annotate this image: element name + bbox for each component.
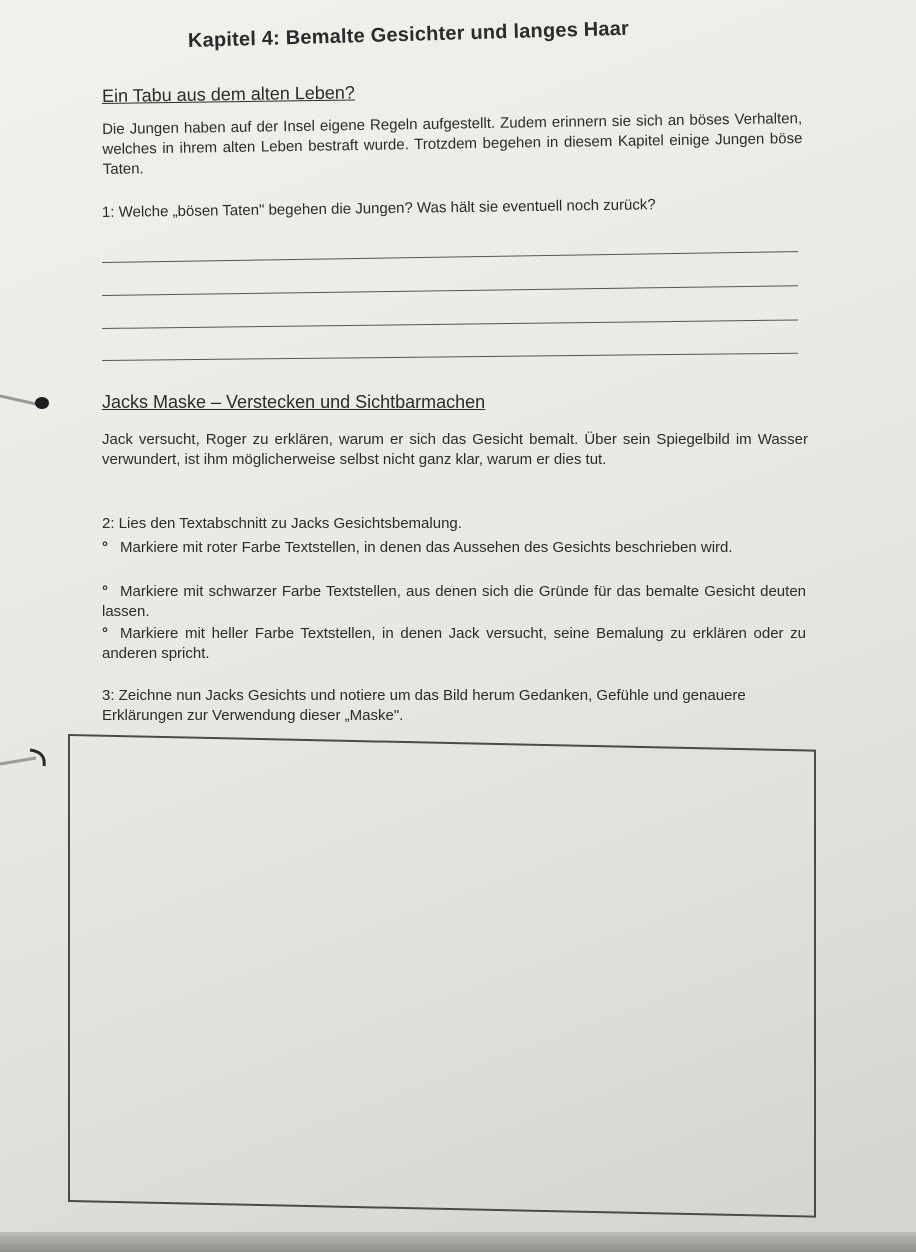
question-1: 1: Welche „bösen Taten" begehen die Jungen? Was hält sie eventuell noch zurück? (101, 196, 656, 221)
bullet-text: Markiere mit heller Farbe Textstellen, in denen Jack versucht, seine Bemalung zu erklären oder zu anderen spricht. (102, 625, 806, 662)
binder-ring-icon (0, 746, 52, 774)
bullet-icon: ° (102, 583, 108, 600)
section-heading-tabu: Ein Tabu aus dem alten Leben? (101, 82, 355, 106)
maske-paragraph: Jack versucht, Roger zu erklären, warum er sich das Gesicht bemalt. Über sein Spiegelbild im Wasser verwundert, ist ihm möglicherweise selbst nicht ganz klar, warum er dies tut. (102, 431, 808, 468)
task-2-intro: 2: Lies den Textabschnitt zu Jacks Gesichtsbemalung. (102, 515, 462, 532)
task-bullet-light (102, 624, 806, 664)
answer-line[interactable] (102, 319, 798, 329)
section-heading-maske: Jacks Maske – Verstecken und Sichtbarmachen (102, 392, 486, 412)
task-bullet-red (102, 538, 806, 558)
bullet-text: Markiere mit schwarzer Farbe Textstellen, aus denen sich die Gründe für das bemalte Gesicht deuten lassen. (102, 583, 806, 620)
answer-line[interactable] (102, 285, 798, 296)
task-3: 3: Zeichne nun Jacks Gesichts und notiere um das Bild herum Gedanken, Gefühle und genauere Erklärungen zur Verwendung dieser „Maske". (102, 687, 746, 724)
page-title: Kapitel 4: Bemalte Gesichter und langes Haar (187, 17, 630, 52)
bullet-text: Markiere mit roter Farbe Textstellen, in denen das Aussehen des Gesichts beschrieben wird. (120, 539, 733, 556)
bullet-icon: ° (102, 625, 108, 642)
bullet-icon: ° (102, 539, 108, 556)
task-bullet-black (102, 582, 806, 622)
drawing-area[interactable] (68, 734, 816, 1218)
answer-line[interactable] (102, 251, 798, 263)
intro-paragraph: Die Jungen haben auf der Insel eigene Regeln aufgestellt. Zudem erinnern sie sich an böses Verhalten, welches in ihrem alten Leben bestraft wurde. Trotzdem begehen in diesem Kapitel einige Jungen böse Taten. (102, 110, 803, 178)
page-edge-shadow (0, 1232, 916, 1252)
answer-line[interactable] (102, 353, 798, 361)
binder-ring-icon (0, 392, 50, 410)
